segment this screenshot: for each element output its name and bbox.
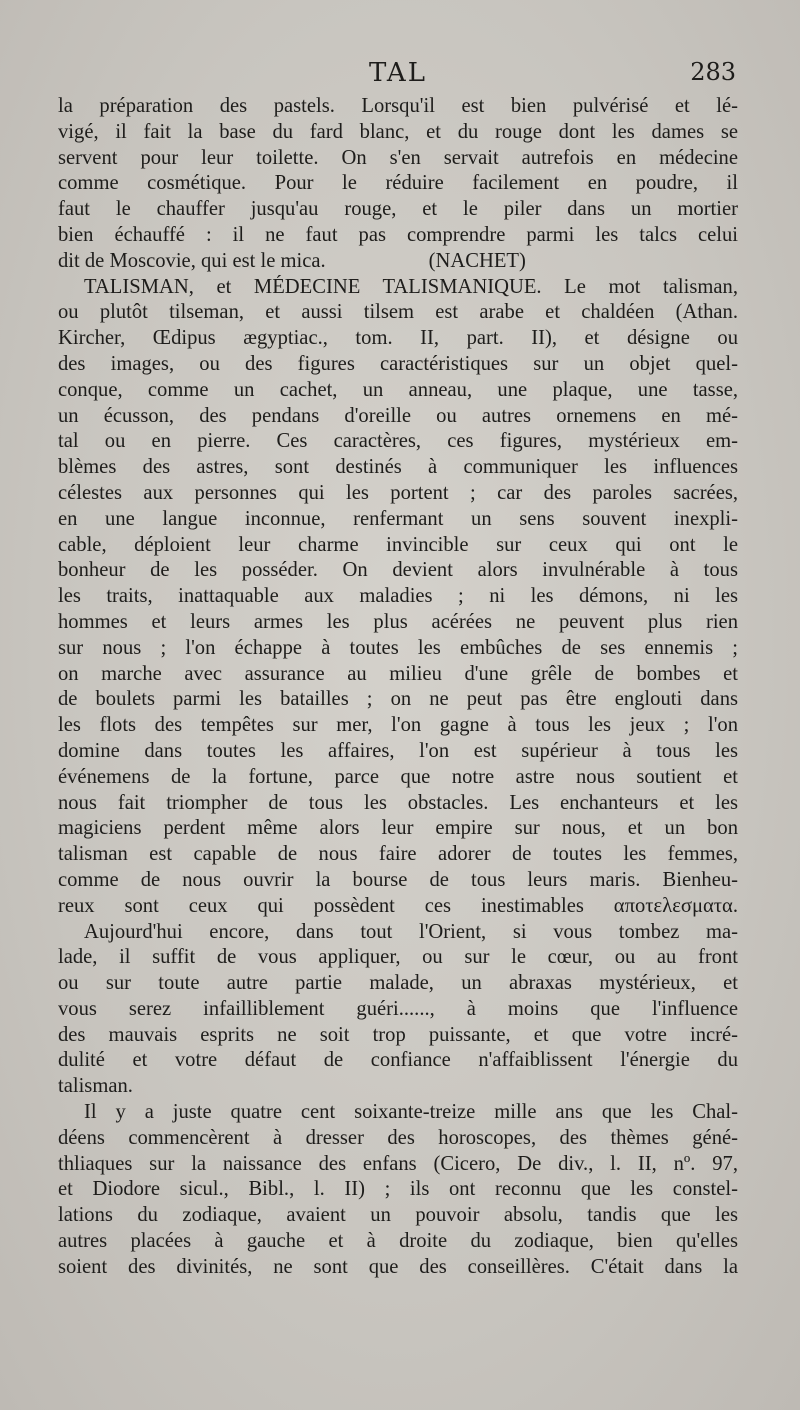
text-line: célestes aux personnes qui les portent ; car des paroles sacrées,	[58, 481, 738, 504]
text-line: bien échauffé : il ne faut pas comprendre parmi les talcs celui	[58, 223, 738, 246]
text-line: sur nous ; l'on échappe à toutes les embûches de ses ennemis ;	[58, 636, 738, 659]
text-line: cable, déploient leur charme invincible sur ceux qui ont le	[58, 533, 738, 556]
text-line: talisman.	[58, 1075, 133, 1098]
text-line: Kircher, Œdipus ægyptiac., tom. II, part. II), et désigne ou	[58, 327, 738, 350]
text-line: un écusson, des pendans d'oreille ou autres ornemens en mé-	[58, 404, 738, 427]
text-line: domine dans toutes les affaires, l'on est supérieur à tous les	[58, 739, 738, 762]
page-number: 283	[690, 58, 736, 86]
text-line: les traits, inattaquable aux maladies ; ni les démons, ni les	[58, 585, 738, 608]
text-line: hommes et leurs armes les plus acérées ne peuvent plus rien	[58, 610, 738, 633]
text-line: on marche avec assurance au milieu d'une grêle de bombes et	[58, 662, 738, 685]
text-line: faut le chauffer jusqu'au rouge, et le piler dans un mortier	[58, 198, 738, 221]
text-line: la préparation des pastels. Lorsqu'il est bien pulvérisé et lé-	[58, 95, 738, 117]
text-line: des images, ou des figures caractéristiques sur un objet quel-	[58, 352, 738, 375]
text-line: nous fait triompher de tous les obstacles. Les enchanteurs et les	[58, 791, 738, 814]
text-line: conque, comme un cachet, un anneau, une plaque, une tasse,	[58, 378, 738, 401]
text-line: ou plutôt tilseman, et aussi tilsem est arabe et chaldéen (Athan.	[58, 301, 738, 324]
text-line: blèmes des astres, sont destinés à communiquer les influences	[58, 456, 738, 479]
text-line: des mauvais esprits ne soit trop puissante, et que votre incré-	[58, 1023, 738, 1046]
text-line: événemens de la fortune, parce que notre astre nous soutient et	[58, 765, 738, 788]
text-line: servent pour leur toilette. On s'en servait autrefois en médecine	[58, 146, 738, 169]
text-line: magiciens perdent même alors leur empire sur nous, et un bon	[58, 817, 738, 840]
text-line: et Diodore sicul., Bibl., l. II) ; ils ont reconnu que les constel-	[58, 1178, 738, 1201]
body-text	[58, 94, 738, 1281]
text-line: vous serez infailliblement guéri......, à moins que l'influence	[58, 997, 738, 1020]
text-line: comme de nous ouvrir la bourse de tous leurs maris. Bienheu-	[58, 868, 738, 891]
text-line-with-signature: dit de Moscovie, qui est le mica. (NACHET)	[58, 249, 526, 272]
text-line: comme cosmétique. Pour le réduire facilement en poudre, il	[58, 172, 738, 195]
entry-heading-line: TALISMAN, et MÉDECINE TALISMANIQUE. Le mot talisman,	[84, 275, 738, 298]
text-line: déens commencèrent à dresser des horoscopes, des thèmes géné-	[58, 1126, 738, 1149]
page-header	[60, 58, 736, 94]
paragraph-start-line: Il y a juste quatre cent soixante-treize mille ans que les Chal-	[84, 1101, 738, 1124]
text-line: thliaques sur la naissance des enfans (Cicero, De div., l. II, nº. 97,	[58, 1152, 738, 1175]
paragraph-start-line: Aujourd'hui encore, dans tout l'Orient, si vous tombez ma-	[84, 920, 738, 943]
text-line: dulité et votre défaut de confiance n'affaiblissent l'énergie du	[58, 1049, 738, 1072]
text-line: tal ou en pierre. Ces caractères, ces figures, mystérieux em-	[58, 430, 738, 453]
text-line: les flots des tempêtes sur mer, l'on gagne à tous les jeux ; l'on	[58, 714, 738, 737]
text-line: autres placées à gauche et à droite du zodiaque, bien qu'elles	[58, 1230, 738, 1253]
text-line: ou sur toute autre partie malade, un abraxas mystérieux, et	[58, 972, 738, 995]
text-line: talisman est capable de nous faire adorer de toutes les femmes,	[58, 843, 738, 866]
text-line: lade, il suffit de vous appliquer, ou sur le cœur, ou au front	[58, 946, 738, 969]
text-line: lations du zodiaque, avaient un pouvoir absolu, tandis que les	[58, 1204, 738, 1227]
text-line: soient des divinités, ne sont que des conseillères. C'était dans la	[58, 1255, 738, 1278]
text-line: en une langue inconnue, renfermant un sens souvent inexpli-	[58, 507, 738, 530]
text-line: reux sont ceux qui possèdent ces inestimables αποτελεσματα.	[58, 894, 738, 917]
text-line: de boulets parmi les batailles ; on ne peut pas être englouti dans	[58, 688, 738, 711]
text-line: vigé, il fait la base du fard blanc, et du rouge dont les dames se	[58, 120, 738, 143]
running-head: TAL	[369, 58, 427, 88]
text-line: bonheur de les posséder. On devient alors invulnérable à tous	[58, 559, 738, 582]
